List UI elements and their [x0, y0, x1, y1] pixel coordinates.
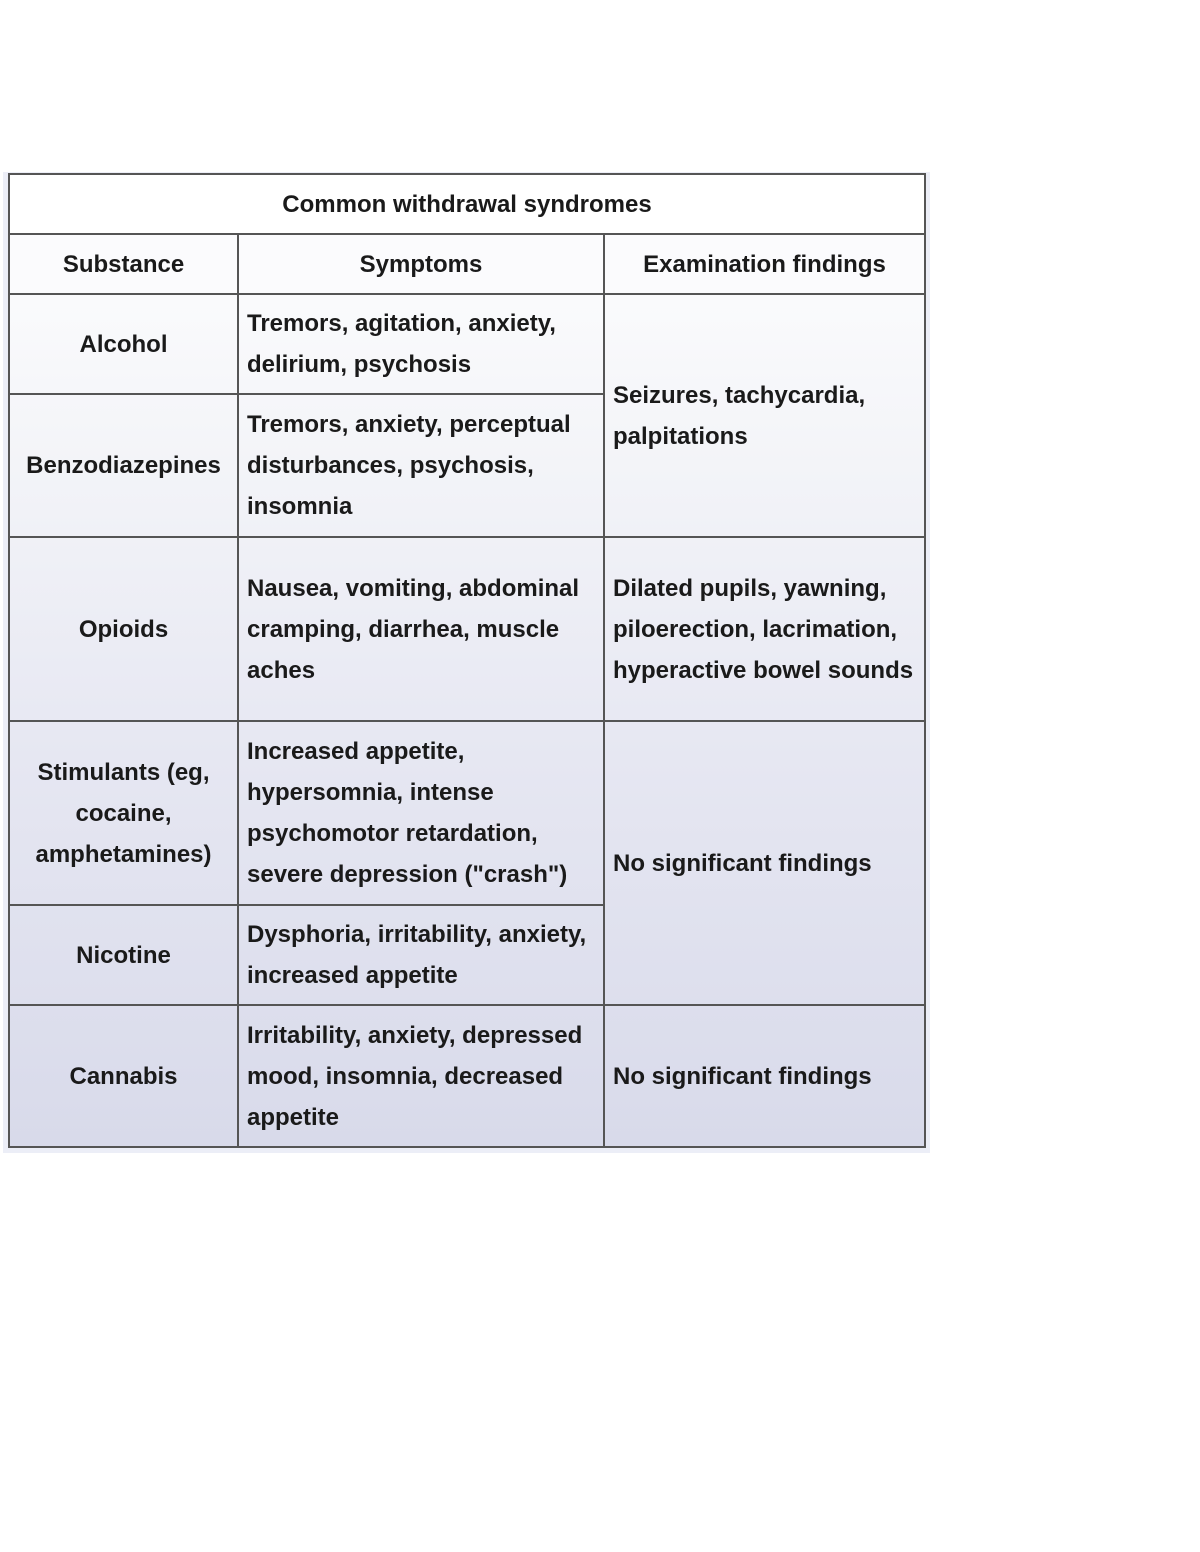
findings-stimulants-nicotine: No significant findings: [604, 721, 925, 1005]
table-row: [9, 537, 925, 721]
symptoms-nicotine: Dysphoria, irritability, anxiety, increased appetite: [238, 905, 604, 1005]
table-row: [9, 721, 925, 905]
findings-cannabis: No significant findings: [604, 1005, 925, 1147]
header-substance: Substance: [9, 234, 238, 294]
title-row: [9, 174, 925, 234]
symptoms-alcohol: Tremors, agitation, anxiety, delirium, psychosis: [238, 294, 604, 394]
symptoms-opioids: Nausea, vomiting, abdominal cramping, diarrhea, muscle aches: [238, 537, 604, 721]
symptoms-benzodiazepines: Tremors, anxiety, perceptual disturbances, psychosis, insomnia: [238, 394, 604, 537]
symptoms-stimulants: Increased appetite, hypersomnia, intense psychomotor retardation, severe depression ("crash"): [238, 721, 604, 905]
findings-opioids: Dilated pupils, yawning, piloerection, lacrimation, hyperactive bowel sounds: [604, 537, 925, 721]
header-row: [9, 234, 925, 294]
substance-alcohol: Alcohol: [9, 294, 238, 394]
table-row: [9, 294, 925, 394]
table-title: Common withdrawal syndromes: [9, 174, 925, 234]
withdrawal-table-container: [3, 172, 930, 1153]
table-row: [9, 1005, 925, 1147]
substance-opioids: Opioids: [9, 537, 238, 721]
substance-benzodiazepines: Benzodiazepines: [9, 394, 238, 537]
withdrawal-syndromes-table: [8, 173, 926, 1148]
substance-cannabis: Cannabis: [9, 1005, 238, 1147]
symptoms-cannabis: Irritability, anxiety, depressed mood, insomnia, decreased appetite: [238, 1005, 604, 1147]
substance-nicotine: Nicotine: [9, 905, 238, 1005]
substance-stimulants: Stimulants (eg, cocaine, amphetamines): [9, 721, 238, 905]
header-examination-findings: Examination findings: [604, 234, 925, 294]
header-symptoms: Symptoms: [238, 234, 604, 294]
findings-alcohol-benzodiazepines: Seizures, tachycardia, palpitations: [604, 294, 925, 537]
